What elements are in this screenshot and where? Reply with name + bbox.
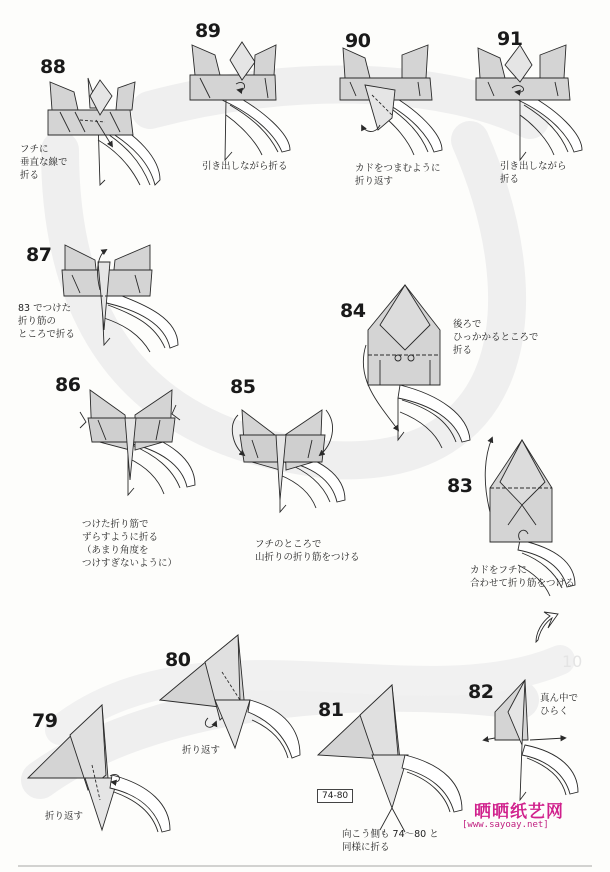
step-number: 83 xyxy=(447,475,473,497)
step-caption: フチのところで 山折りの折り筋をつける xyxy=(255,539,360,563)
step-number: 89 xyxy=(195,20,221,42)
watermark-url: [www.sayoay.net] xyxy=(462,820,549,830)
flow-arrow xyxy=(536,612,558,642)
step-caption: つけた折り筋で ずらすように折る （あまり角度を つけすぎないように） xyxy=(82,519,178,569)
step-caption: カドをつまむように 折り返す xyxy=(355,163,441,187)
step-90-figure xyxy=(340,45,442,155)
step-caption: 向こう側も 74～80 と 同様に折る xyxy=(342,829,439,853)
step-caption: 折り返す xyxy=(45,811,84,822)
step-number: 88 xyxy=(40,56,66,78)
step-number: 79 xyxy=(32,710,58,732)
step-number: 87 xyxy=(26,244,52,266)
watermark-logo: 晒晒纸艺网 xyxy=(474,802,564,822)
step-number: 84 xyxy=(340,300,366,322)
step-caption: 後ろで ひっかかるところで 折る xyxy=(453,319,539,356)
step-caption: 83 でつけた 折り筋の ところで折る xyxy=(18,303,75,340)
reference-box: 74-80 xyxy=(317,789,353,803)
step-caption: 引き出しながら 折る xyxy=(500,161,567,185)
step-number: 86 xyxy=(55,374,81,396)
step-number: 85 xyxy=(230,376,256,398)
step-caption: 折り返す xyxy=(182,745,221,756)
step-number: 80 xyxy=(165,649,191,671)
step-84-figure xyxy=(363,285,470,448)
step-number: 90 xyxy=(345,30,371,52)
step-number: 91 xyxy=(497,28,523,50)
step-caption: フチに 垂直な線で 折る xyxy=(20,144,68,181)
step-caption: 引き出しながら折る xyxy=(202,161,288,172)
step-number: 81 xyxy=(318,699,344,721)
background-number: 10 xyxy=(562,652,583,671)
step-number: 82 xyxy=(468,681,494,703)
step-caption: 真ん中で ひらく xyxy=(540,693,579,717)
step-caption: カドをフチに 合わせて折り筋をつける xyxy=(470,565,575,589)
